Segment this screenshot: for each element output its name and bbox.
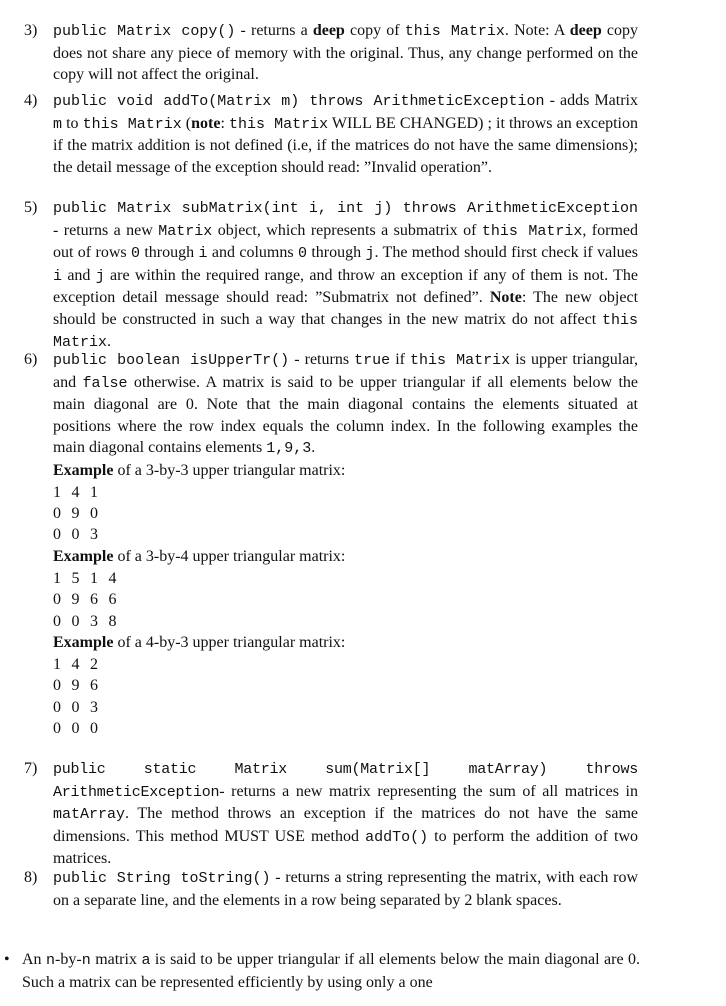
item-number: 7) [24,760,38,777]
code-text: false [82,374,128,392]
matrix-cell: 1 [90,570,98,588]
bold-text: Example [53,633,114,651]
matrix-cell: 9 [71,505,80,523]
bullet-icon: • [4,951,10,968]
matrix-example-3 [53,654,638,739]
method-signature: public static Matrix sum(Matrix[] matArray) throws ArithmeticException [53,761,638,801]
matrix-row [53,589,638,610]
matrix-cell: 0 [71,526,80,544]
text: . The method throws an exception if the matrices do not have the same dimensions. This method MUST USE method [53,805,638,845]
matrix-example-1 [53,482,638,546]
code-text: this Matrix [481,222,583,240]
text: . The method should first check if values [374,244,638,261]
text: copy does not share any piece of memory with the original. Thus, any change performed on the copy will not affect the original. [53,22,638,83]
bold-text: note [191,114,221,132]
text: otherwise. A matrix is said to be upper triangular if all elements below the main diagonal are 0. Note that the main diagonal contains the elements situated at positions where the row index equals the column index. In the following examples the main diagonal contains elements [53,373,638,456]
code-text: true [354,352,391,369]
text: , formed out of rows [53,221,639,261]
matrix-cell: 2 [90,656,98,674]
text: and [62,266,96,284]
text: - adds Matrix [544,92,638,109]
item-number: 5) [24,199,38,216]
text: : [220,114,229,132]
text: - returns a new [53,221,159,239]
text: object, which represents a submatrix of [212,221,482,239]
matrix-row [53,568,638,589]
text: . [107,333,112,350]
matrix-cell: 6 [90,591,98,609]
text: and columns [207,244,298,261]
code-text: matArray [53,806,126,823]
text: - returns a new matrix representing the sum of all matrices in [219,782,638,800]
list-item-3 [24,20,638,86]
matrix-cell: 0 [90,719,98,737]
code-text: j [95,267,105,285]
list-item-4 [24,90,638,178]
bold-text: deep [312,22,345,39]
bold-text: Note [489,289,522,306]
method-signature: public Matrix copy() [53,23,236,40]
text: - returns a string representing the matrix, with each row on a separate line, and the elements in a row being separated by 2 blank spaces. [53,869,638,909]
text: if [390,351,411,368]
code-text: 0 [297,245,307,262]
matrix-cell: 1 [53,656,61,674]
code-text: this Matrix [228,115,329,133]
matrix-cell: 1 [90,484,98,501]
matrix-cell: 0 [53,591,61,609]
matrix-row [53,503,638,524]
matrix-cell: 0 [53,719,61,737]
code-text: this Matrix [404,23,505,40]
text: of a 4-by-3 upper triangular matrix: [113,633,346,651]
text: . [311,439,316,456]
matrix-cell: 9 [71,677,80,695]
item-number: 8) [24,869,38,886]
matrix-cell: 0 [53,526,61,544]
text: of a 3-by-3 upper triangular matrix: [113,461,346,479]
text: through [140,244,199,261]
matrix-cell: 6 [108,591,117,609]
matrix-cell: 6 [90,677,98,695]
method-signature: public String toString() [53,870,271,887]
matrix-cell: 5 [71,570,80,588]
bold-text: deep [569,22,602,39]
matrix-cell: 0 [71,612,80,630]
code-text: addTo() [365,828,429,846]
code-text: j [365,245,375,262]
item-text [53,90,638,178]
item-number: 6) [24,351,38,368]
matrix-cell: 4 [71,656,80,674]
method-signature: public Matrix subMatrix(int i, int j) throws ArithmeticException [53,200,638,217]
code-text: i [53,267,63,285]
example-label [53,546,638,568]
code-text: 1,9,3 [266,440,312,457]
matrix-cell: 1 [53,484,61,501]
text: An [22,951,47,968]
matrix-cell: 3 [90,526,98,544]
matrix-row [53,482,638,503]
item-text [53,197,638,354]
code-text: n [81,952,91,969]
code-text: n [46,952,56,969]
matrix-cell: 0 [71,698,80,716]
code-text: i [198,245,208,262]
code-text: this Matrix [82,115,182,133]
code-text: this Matrix [53,311,638,351]
code-text: m [53,115,63,133]
text: WILL BE CHANGED) ; it throws an exception if the matrix addition is not defined (i.e, if the matrices do not have the same dimensions); the detail message of the exception should read: ”Invalid operation”. [53,114,638,176]
item-text [53,758,638,870]
matrix-cell: 8 [108,612,117,630]
text: is upper triangular, and [53,351,638,391]
matrix-row [53,654,638,675]
text: is said to be upper triangular if all elements below the main diagonal are 0. Such a matrix can be represented efficiently by using only a one [22,951,641,991]
list-item-6 [24,349,638,739]
matrix-cell: 0 [71,719,80,737]
bullet-text [22,949,640,993]
text: - returns [289,351,355,368]
method-signature: public void addTo(Matrix m) throws ArithmeticException [53,93,545,110]
matrix-row [53,718,638,739]
text: through [306,244,366,261]
code-text: 0 [130,245,140,262]
matrix-cell: 0 [90,505,98,523]
text: of a 3-by-4 upper triangular matrix: [113,547,346,565]
example-label [53,460,638,482]
text: -by- [55,951,82,968]
text: . Note: A [504,22,570,39]
code-text: Matrix [158,222,213,240]
matrix-row [53,697,638,718]
matrix-cell: 0 [53,612,61,630]
code-text: a [141,952,151,969]
matrix-cell: 3 [90,698,98,716]
matrix-cell: 0 [53,677,61,695]
text: matrix [90,951,142,968]
item-text [53,349,638,739]
list-item-7 [24,758,638,870]
code-text: this Matrix [410,352,511,369]
text: - returns a [235,22,313,39]
matrix-cell: 4 [108,570,117,588]
text: ( [181,114,192,132]
matrix-cell: 3 [90,612,98,630]
matrix-row [53,675,638,696]
matrix-cell: 9 [71,591,80,609]
text: to [62,114,83,132]
item-text [53,867,638,911]
text: copy of [344,22,405,39]
text: are within the required range, and throw an exception if any of them is not. The exception detail message should read: ”Submatrix not defined”. [53,266,638,306]
item-number: 3) [24,22,38,39]
example-label [53,632,638,654]
bullet-paragraph [4,949,640,993]
bold-text: Example [53,547,114,565]
text: to perform the addition of two matrices. [53,827,638,867]
item-text [53,20,638,86]
matrix-cell: 0 [53,698,61,716]
text: : The new object should be constructed in such a way that changes in the new matrix do not affect [53,289,639,328]
matrix-row [53,524,638,545]
matrix-example-2 [53,568,638,632]
item-number: 4) [24,92,38,109]
matrix-cell: 0 [53,505,61,523]
bold-text: Example [53,461,114,479]
matrix-row [53,611,638,632]
list-item-5 [24,197,638,354]
matrix-cell: 4 [71,484,80,501]
method-signature: public boolean isUpperTr() [53,352,290,369]
list-item-8 [24,867,638,911]
matrix-cell: 1 [53,570,61,588]
